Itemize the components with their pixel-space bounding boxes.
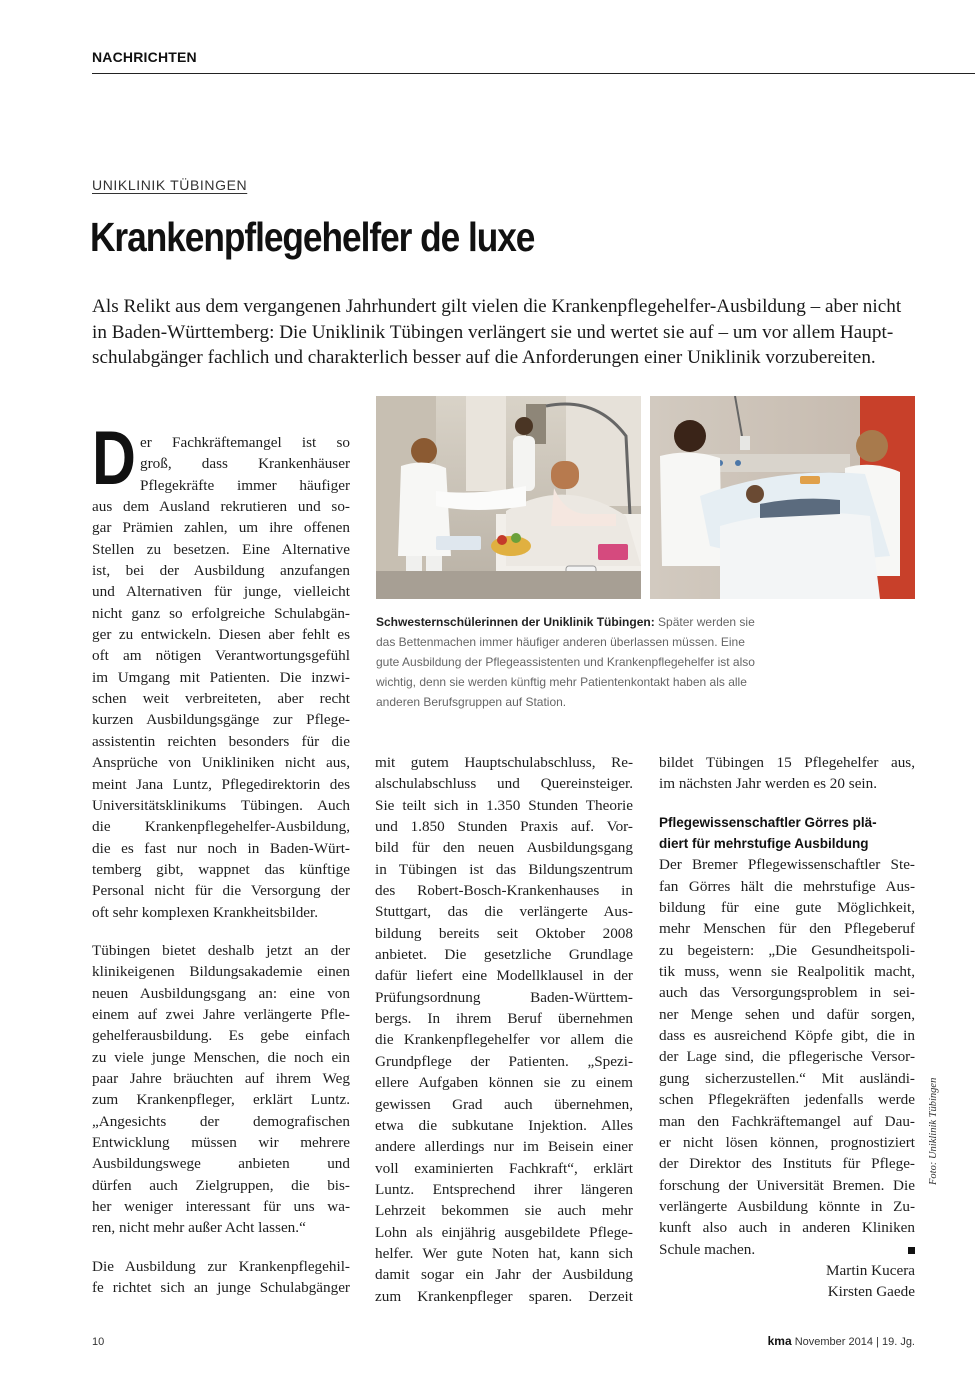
- body-line-last: [659, 1239, 915, 1260]
- article-headline: Krankenpflegehelfer de luxe: [90, 214, 535, 260]
- body-line: dürfen auch Zielgruppen, die bis-: [92, 1176, 350, 1194]
- caption-title: Schwesternschülerinnen der Uniklinik Tübingen:: [376, 615, 655, 629]
- body-line: und 1.850 Stunden Praxis auf. Vor-: [375, 818, 633, 836]
- body-line: voll examinierten Fachkraft“, erklärt: [375, 1159, 633, 1177]
- body-line: einem auf zwei Jahre verlängerte Pfle-: [92, 1005, 350, 1023]
- body-line: Pflegekräfte immer häufiger: [140, 476, 350, 494]
- body-line: zum Krankenpfleger, erklärt Luntz.: [92, 1091, 350, 1109]
- body-line: verlängerte Ausbildung könnte in Zu-: [659, 1197, 915, 1215]
- caption-line: anderen Berufsgruppen auf Station.: [376, 695, 567, 709]
- body-line: mit gutem Hauptschulabschluss, Re-: [375, 754, 633, 771]
- body-line: gewissen Grad auch übernehmen,: [375, 1095, 633, 1113]
- article-lead: [92, 294, 901, 371]
- body-line: schen Pflegekräften jedenfalls werde: [659, 1091, 915, 1109]
- body-line: Grundpflege der Patienten. „Spezi-: [375, 1052, 633, 1070]
- body-line: gehelferausbildung. Es gebe einfach: [92, 1027, 350, 1045]
- photo-caption: [376, 612, 776, 712]
- body-line: paar Jahre bräuchten auf ihrem Weg: [92, 1069, 350, 1087]
- body-line: er Fachkräftemangel ist so: [140, 434, 350, 451]
- section-label: NACHRICHTEN: [92, 49, 197, 65]
- body-line: klinikeigenen Bildungsakademie einen: [92, 963, 350, 981]
- body-line: fan Görres hält die mehrstufige Aus-: [659, 877, 915, 895]
- header-rule: [92, 73, 975, 74]
- body-line: kunft also auch in anderen Kliniken: [659, 1219, 915, 1237]
- lead-line: schulabgänger fachlich und charakterlich besser auf die Anforderungen einer Uniklinik vorzubereiten.: [92, 347, 876, 368]
- body-line: Universitätsklinikums Tübingen. Auch: [92, 796, 350, 814]
- body-line: dass es ausreichend Köpfe gibt, die in: [659, 1027, 915, 1045]
- photo-nurses-left: [376, 396, 641, 599]
- body-line: auch das Versorgungsproblem in sei-: [659, 984, 915, 1002]
- body-line: der Direktor des Instituts für Pflege-: [659, 1155, 915, 1173]
- body-line: etwa die subkutane Injektion. Alles: [375, 1116, 633, 1134]
- body-line: und Alternativen für junge, vielleicht: [92, 583, 350, 601]
- body-line: Ausbildungswege anbieten und: [92, 1155, 350, 1173]
- body-line: helfer. Wer gute Noten hat, kann sich: [375, 1244, 633, 1262]
- body-line: nicht ganz so erfolgreiche Schulabgän-: [92, 604, 350, 622]
- body-line: bildet Tübingen 15 Pflegehelfer aus,: [659, 754, 915, 771]
- body-line: Ansprüche von Unikliniken nicht aus,: [92, 754, 350, 772]
- body-line: im Umgang mit Patienten. Die inzwi-: [92, 668, 350, 686]
- volume: 19. Jg.: [881, 1336, 915, 1348]
- photo-nurses-right: [650, 396, 915, 599]
- body-line: bildung für eine gute Möglichkeit,: [659, 899, 915, 917]
- body-line: ist, bei der Ausbildung anzufangen: [92, 562, 350, 580]
- body-line: die Krankenpflegehelfer vor allem die: [375, 1031, 633, 1049]
- body-line: meint Jana Luntz, Pflegedirektorin des: [92, 775, 350, 793]
- body-line: Lohn als einjährig ausgebildete Pflege-: [375, 1223, 633, 1241]
- body-line: ger zu entwickeln. Diesen aber fehlt es: [92, 626, 350, 644]
- caption-line: wichtig, denn sie werden künftig mehr Patientenkontakt haben als alle: [376, 675, 747, 689]
- body-line: die Krankenpflegehelfer-Ausbildung,: [92, 818, 350, 836]
- body-line: gar Prämien zahlen, um ihre offenen: [92, 519, 350, 537]
- drop-cap: D: [92, 416, 136, 501]
- body-line: ellere Aufgaben können sie zu einem: [375, 1074, 633, 1092]
- paragraph-gap: [659, 795, 915, 812]
- body-line: in Tübingen ist das Bildungszentrum: [375, 860, 633, 878]
- article-column-2: [375, 752, 633, 1307]
- body-line: Sie teilt sich in 1.350 Stunden Theorie: [375, 796, 633, 814]
- author-name: Kirsten Gaede: [827, 1283, 915, 1301]
- body-line: bildung bereits seit Oktober 2008: [375, 924, 633, 942]
- body-line: schen weit verbreiteten, aber recht: [92, 690, 350, 708]
- caption-line: gute Ausbildung der Pflegeassistenten und Krankenpflegehelfer ist also: [376, 655, 755, 669]
- body-line: Lehrzeit bekommen sie auch mehr: [375, 1202, 633, 1220]
- body-line: fe richtet sich an junge Schulabgänger: [92, 1279, 350, 1297]
- body-line: kurzen Ausbildungsgänge zur Pflege-: [92, 711, 350, 729]
- body-line: „Angesichts der demografischen: [92, 1112, 350, 1130]
- body-line: zu begeistern: „Die Gesundheitspoli-: [659, 941, 915, 959]
- caption-line: das Bettenmachen immer häufiger anderen überlassen müssen. Eine: [376, 635, 745, 649]
- body-line: forschung der Universität Bremen. Die: [659, 1176, 915, 1194]
- page-number: 10: [92, 1336, 105, 1348]
- body-line: tik muss, wenn sie Realpolitik macht,: [659, 963, 915, 981]
- body-line: assistentin reichten besonders für die: [92, 732, 350, 750]
- paragraph-gap: [92, 923, 350, 940]
- article-column-1: [92, 432, 350, 1298]
- body-line: er nicht lösen können, prognostiziert: [659, 1133, 915, 1151]
- body-line: Personal nicht für die Versorgung der: [92, 882, 350, 900]
- article-kicker: UNIKLINIK TÜBINGEN: [92, 177, 248, 193]
- body-line: man den Fachkräftemangel auf Dau-: [659, 1112, 915, 1130]
- body-line: alschulabschluss und Quereinsteiger.: [375, 775, 633, 793]
- magazine-logo: kma: [767, 1334, 792, 1348]
- body-line: oft am nötigen Verantwortungsgefühl: [92, 647, 350, 665]
- body-line: Entwicklung müssen wir mehrere: [92, 1134, 350, 1151]
- body-line: zum Krankenpfleger sparen. Derzeit: [375, 1287, 633, 1305]
- body-line: neuen Ausbildungsgang an: eine von: [92, 984, 350, 1002]
- article-column-3: [659, 752, 915, 1303]
- body-line: dafür liefert eine Modellklausel in der: [375, 967, 633, 985]
- caption-text: Später werden sie: [654, 615, 755, 629]
- body-line: andere allerdings nur im Beisein einer: [375, 1138, 633, 1156]
- body-line: Die Ausbildung zur Krankenpflegehil-: [92, 1257, 350, 1275]
- body-line: die es fast nur noch in Baden-Würt-: [92, 839, 350, 857]
- body-line: ner Menge sehen und dafür sorgen,: [659, 1005, 915, 1023]
- body-line: oft sehr komplexen Krankheitsbilder.: [92, 903, 319, 921]
- subheading-line: Pflegewissenschaftler Görres plä-: [659, 814, 877, 830]
- caption-line: [376, 612, 776, 632]
- body-line: der Lage sind, die pflegerische Versor-: [659, 1048, 915, 1066]
- body-line: des Robert-Bosch-Krankenhauses in: [375, 882, 633, 900]
- subheading-line: diert für mehrstufige Ausbildung: [659, 836, 869, 852]
- lead-line: in Baden-Württemberg: Die Uniklinik Tübingen verlängert sie und wertet sie auf – um vor allem Haupt-: [92, 321, 894, 343]
- body-line: Stuttgart, das die verlängerte Aus-: [375, 903, 633, 921]
- body-line: bergs. In ihrem Beruf übernehmen: [375, 1010, 633, 1028]
- issue-date: November 2014: [794, 1336, 873, 1348]
- photo-credit: Foto: Uniklinik Tübingen: [928, 1077, 939, 1185]
- body-line: ren, nicht mehr außer Acht lassen.“: [92, 1219, 306, 1237]
- body-line: im nächsten Jahr werden es 20 sein.: [659, 775, 878, 793]
- body-line: bild für den neuen Ausbildungsgang: [375, 839, 633, 857]
- body-line: damit sogar ein Jahr der Ausbildung: [375, 1266, 633, 1284]
- body-line: Luntz. Entsprechend ihrer längeren: [375, 1180, 633, 1198]
- closing-text: Schule machen.: [659, 1240, 756, 1258]
- footer-issue: [768, 1334, 915, 1348]
- body-line: Der Bremer Pflegewissenschaftler Ste-: [659, 856, 915, 874]
- end-mark: [902, 1239, 915, 1260]
- author-name: Martin Kucera: [826, 1261, 915, 1279]
- body-line: zu viele junge Menschen, die noch ein: [92, 1048, 350, 1066]
- body-line: aus dem Ausland rekrutieren und so-: [92, 498, 350, 516]
- footer-separator: |: [876, 1336, 879, 1348]
- body-line: groß, dass Krankenhäuser: [140, 455, 350, 473]
- body-line: anbietet. Die gesetzliche Grundlage: [375, 946, 633, 964]
- lead-line: Als Relikt aus dem vergangenen Jahrhundert gilt vielen die Krankenpflegehelfer-Ausbildung – aber nicht: [92, 296, 902, 317]
- body-line: gung sicherzustellen.“ Mit ausländi-: [659, 1069, 915, 1087]
- body-line: mehr Menschen für den Pflegeberuf: [659, 920, 915, 938]
- body-line: her weniger interessant für uns wa-: [92, 1198, 350, 1216]
- body-line: Prüfungsordnung Baden-Württem-: [375, 988, 633, 1006]
- paragraph-gap: [92, 1239, 350, 1256]
- body-line: Stellen zu besetzen. Eine Alternative: [92, 540, 350, 558]
- body-line: temberg gibt, wappnet das künftige: [92, 860, 350, 878]
- body-line: Tübingen bietet deshalb jetzt an der: [92, 941, 350, 959]
